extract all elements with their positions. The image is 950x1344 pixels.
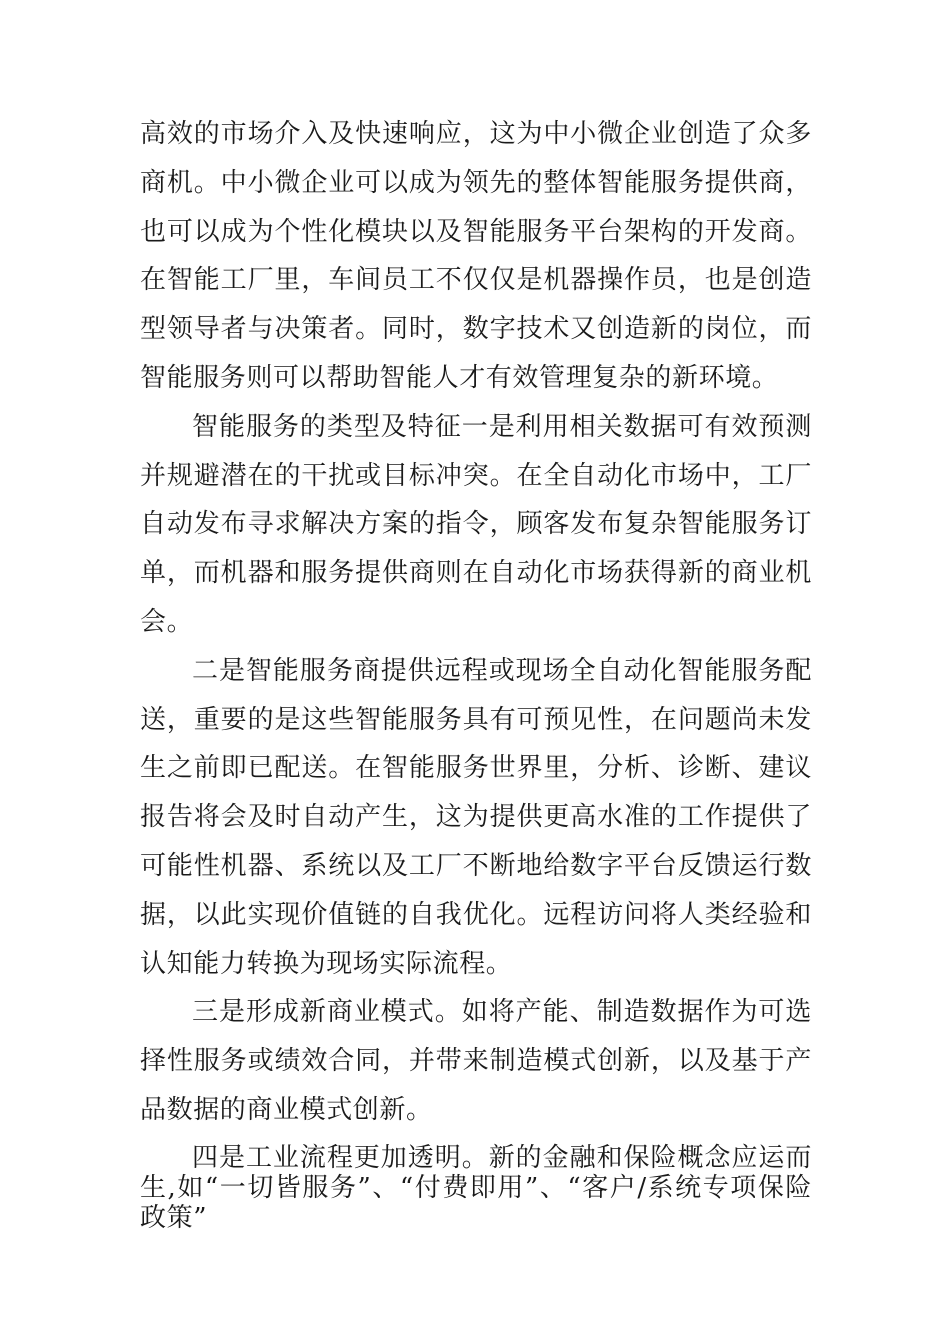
paragraph-service-types-one: 智能服务的类型及特征一是利用相关数据可有效预测并规避潜在的干扰或目标冲突。在全自动化市场中，工厂自动发布寻求解决方案的指令，顾客发布复杂智能服务订单，而机器和服务提供商则在自动化市场获得新的商业机会。 [140, 411, 812, 637]
paragraph-service-types-three: 三是形成新商业模式。如将产能、制造数据作为可选择性服务或绩效合同，并带来制造模式创新，以及基于产品数据的商业模式创新。 [140, 997, 812, 1125]
paragraph-sme-opportunities: 高效的市场介入及快速响应，这为中小微企业创造了众多商机。中小微企业可以成为领先的整体智能服务提供商，也可以成为个性化模块以及智能服务平台架构的开发商。在智能工厂里，车间员工不仅仅是机器操作员，也是创造型领导者与决策者。同时，数字技术又创造新的岗位，而智能服务则可以帮助智能人才有效管理复杂的新环境。 [140, 119, 812, 393]
paragraph-service-types-four: 四是工业流程更加透明。新的金融和保险概念应运而生,如“一切皆服务”、“付费即用”、“客户/系统专项保险政策” [140, 1142, 812, 1233]
document-page [140, 110, 812, 1233]
paragraph-service-types-two: 二是智能服务商提供远程或现场全自动化智能服务配送，重要的是这些智能服务具有可预见性，在问题尚未发生之前即已配送。在智能服务世界里，分析、诊断、建议报告将会及时自动产生，这为提供更高水准的工作提供了可能性机器、系统以及工厂不断地给数字平台反馈运行数据，以此实现价值链的自我优化。远程访问将人类经验和认知能力转换为现场实际流程。 [140, 655, 812, 979]
